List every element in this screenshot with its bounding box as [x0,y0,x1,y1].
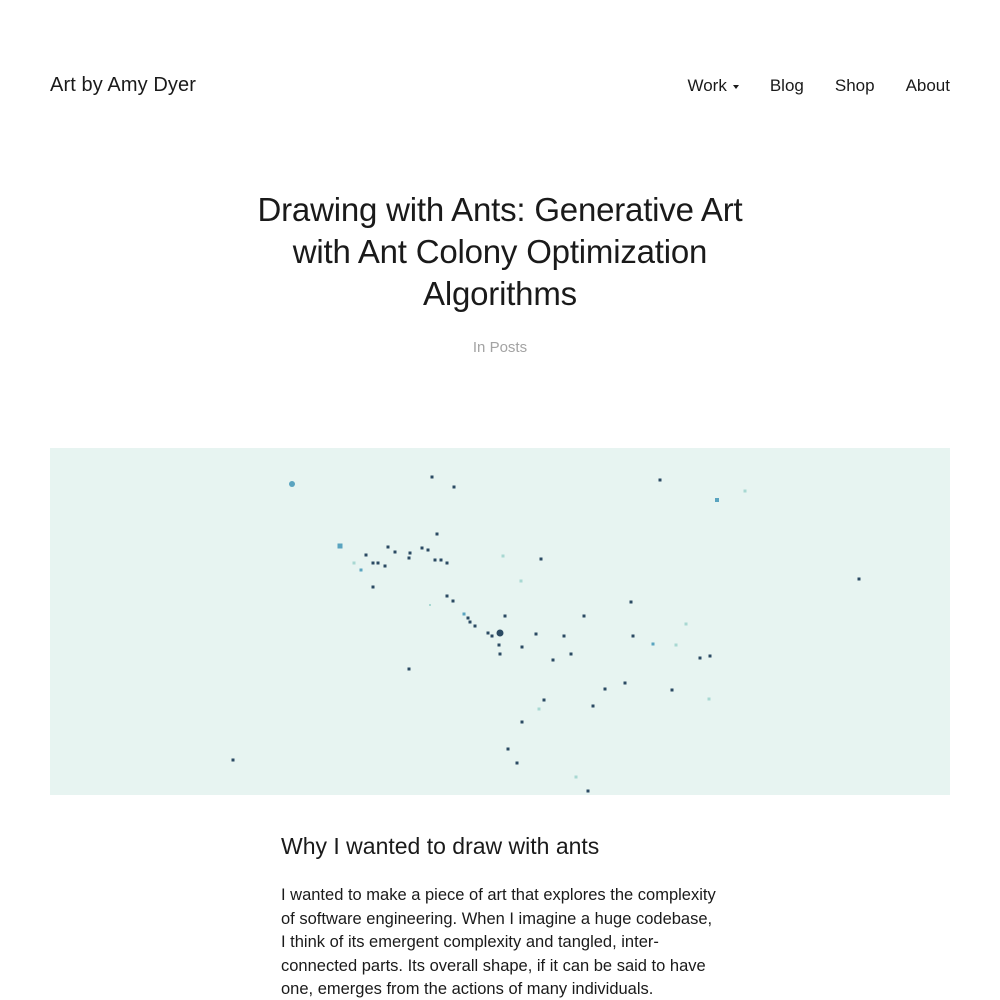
ant-dot [446,562,449,565]
ant-dot [675,644,678,647]
nav-item-shop[interactable] [835,76,875,96]
ant-dot [563,635,566,638]
ant-dot [715,498,719,502]
ant-dot [502,555,505,558]
ant-dot [436,533,439,536]
nav-item-work[interactable] [687,76,738,96]
ant-dot [543,699,546,702]
nav-item-blog-label: Blog [769,76,804,95]
ant-dot [535,633,538,636]
hero-artwork [50,448,950,795]
caret-down-icon [733,85,739,89]
ant-dot [409,552,412,555]
ant-dot [338,544,343,549]
post-title: Drawing with Ants: Generative Art with Ant Colony Optimization Algorithms [257,191,743,312]
ant-dot [858,578,861,581]
ant-dot [709,655,712,658]
ant-dot [372,586,375,589]
ant-dot [431,476,434,479]
post-meta-prefix: In [472,339,486,356]
nav-item-blog[interactable] [770,76,804,96]
ant-dot [429,604,431,606]
ant-dot [427,549,430,552]
ant-dot [507,748,510,751]
nav-item-work-label: Work [687,76,727,95]
post-header [250,189,750,356]
main-nav [687,76,950,96]
ant-dot [744,490,747,493]
nav-item-about-label: About [905,76,950,95]
section-heading: Why I wanted to draw with ants [281,833,600,859]
ant-dot [630,601,633,604]
ant-dot [575,776,578,779]
ant-dot [394,551,397,554]
ant-dot [452,600,455,603]
nav-item-shop-label: Shop [834,76,875,95]
ant-dot [474,625,477,628]
ant-dot [685,623,688,626]
ant-dot [540,558,543,561]
ant-dot [467,617,470,620]
ant-dots-artwork [50,448,950,795]
ant-dot [652,643,655,646]
ant-dot [504,615,507,618]
ant-dot [387,546,390,549]
post-meta [250,339,750,356]
ant-dot [372,562,375,565]
ant-dot [708,698,711,701]
ant-dot [570,653,573,656]
ant-dot [659,479,662,482]
ant-dot [360,569,363,572]
ant-dot [538,708,541,711]
ant-dot [521,646,524,649]
ant-dot [365,554,368,557]
ant-dot [498,644,501,647]
ant-dot [491,635,494,638]
ant-dot [446,595,449,598]
site-title-link[interactable]: Art by Amy Dyer [50,74,196,96]
ant-dot [587,790,590,793]
ant-dot [521,721,524,724]
ant-dot [232,759,235,762]
ant-dot [520,580,523,583]
post-category-link[interactable]: Posts [489,339,528,356]
ant-dot [353,562,356,565]
ant-dot [434,559,437,562]
ant-dot [377,562,380,565]
article-body [281,830,721,1000]
ant-dot [604,688,607,691]
ant-dot [453,486,456,489]
ant-dot [408,668,411,671]
ant-dot [499,653,502,656]
ant-dot [592,705,595,708]
ant-dot [408,557,411,560]
ant-dot [671,689,674,692]
ant-dot [624,682,627,685]
ant-dot [552,659,555,662]
nav-item-about[interactable] [906,76,950,96]
ant-dot [516,762,519,765]
ant-dot [632,635,635,638]
ant-dot [421,547,424,550]
ant-dot [463,613,466,616]
ant-dot [469,621,472,624]
ant-dot [699,657,702,660]
ant-dot [583,615,586,618]
ant-dot [289,481,295,487]
site-header [50,70,950,104]
ant-dot [384,565,387,568]
ant-dot [487,632,490,635]
ant-dot [497,630,504,637]
ant-dot [440,559,443,562]
body-paragraph: I wanted to make a piece of art that explores the complexity of software engineering. When I imagine a huge codebase, I think of its emergent complexity and tangled, inter-connected parts. Its overall shape, if it can be said to have one, emerges from the actions of many individuals. [281,886,716,998]
